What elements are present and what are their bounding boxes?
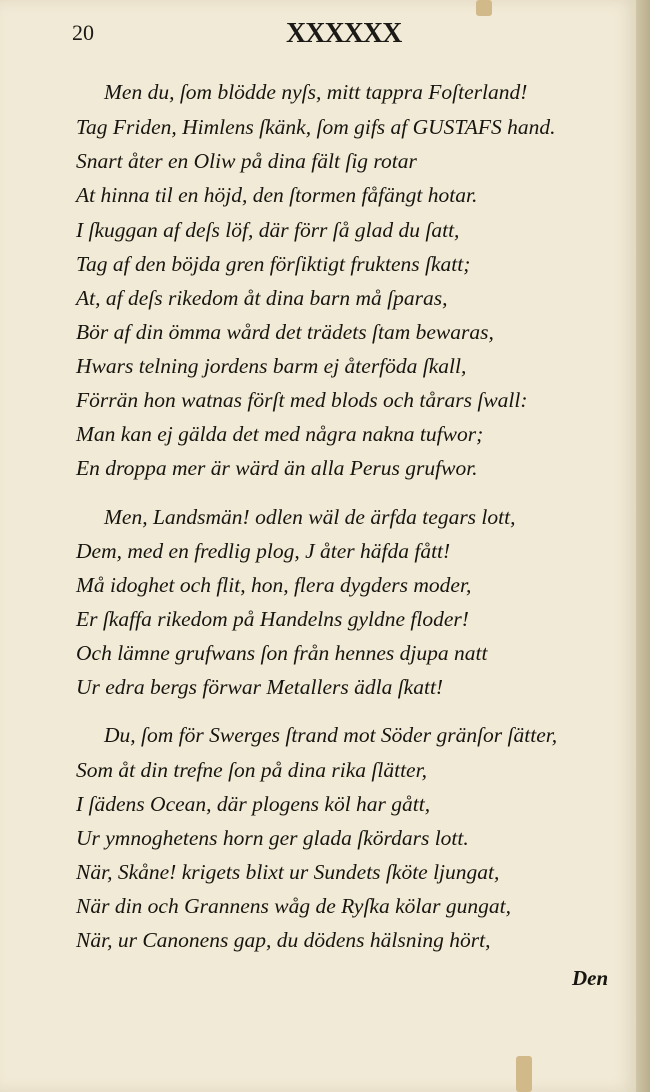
verse-line: Men, Landsmän! odlen wäl de ärfda tegars lott, [104,505,516,529]
paper-tab [516,1056,532,1092]
verse-line: Tag Friden, Himlens ſkänk, ſom gifs af GUSTAFS hand. [76,115,556,139]
page-number: 20 [72,20,94,45]
paper-tab [476,0,492,16]
verse-line: Förrän hon watnas förſt med blods och tårars ſwall: [76,388,528,412]
verse-line: Man kan ej gälda det med några nakna tufwor; [76,422,484,446]
verse-line: När, Skåne! krigets blixt ur Sundets ſköte ljungat, [76,860,500,884]
verse-line: At hinna til en höjd, den ſtormen fåfängt hotar. [76,183,478,207]
verse-line: Men du, ſom blödde nyſs, mitt tappra Foſterland! [104,80,528,104]
verse-line: Må idoghet och flit, hon, flera dygders moder, [76,573,472,597]
verse-line: Er ſkaffa rikedom på Handelns gyldne floder! [76,607,469,631]
verse-line: Snart åter en Oliw på dina fält ſig rotar [76,149,417,173]
verse-line: Och lämne grufwans ſon från hennes djupa natt [76,641,488,665]
verse-line: Dem, med en fredlig plog, J åter häfda fått! [76,539,451,563]
catchword: Den [572,966,609,990]
verse-line: I ſkuggan af deſs löf, där förr ſå glad du ſatt, [76,218,460,242]
page-edge [636,0,650,1092]
verse-line: Som åt din trefne ſon på dina rika ſlätter, [76,758,427,782]
verse-line: En droppa mer är wärd än alla Perus grufwor. [76,456,478,480]
header-ornament: XXXXXX [286,18,402,49]
verse-line: At, af deſs rikedom åt dina barn må ſparas, [76,286,448,310]
verse-line: Ur edra bergs förwar Metallers ädla ſkatt! [76,675,444,699]
verse-line: Ur ymnoghetens horn ger glada ſkördars lott. [76,826,469,850]
verse-line: Bör af din ömma wård det trädets ſtam bewaras, [76,320,494,344]
verse-line: I ſädens Ocean, där plogens köl har gått, [76,792,431,816]
verse-line: När, ur Canonens gap, du dödens hälsning hört, [76,928,491,952]
verse-line: Hwars telning jordens barm ej återföda ſkall, [76,354,467,378]
verse-line: När din och Grannens wåg de Ryſka kölar gungat, [76,894,511,918]
verse-line: Du, ſom för Swerges ſtrand mot Söder gränſor ſätter, [104,723,558,747]
verse-line: Tag af den böjda gren förſiktigt fruktens ſkatt; [76,252,471,276]
